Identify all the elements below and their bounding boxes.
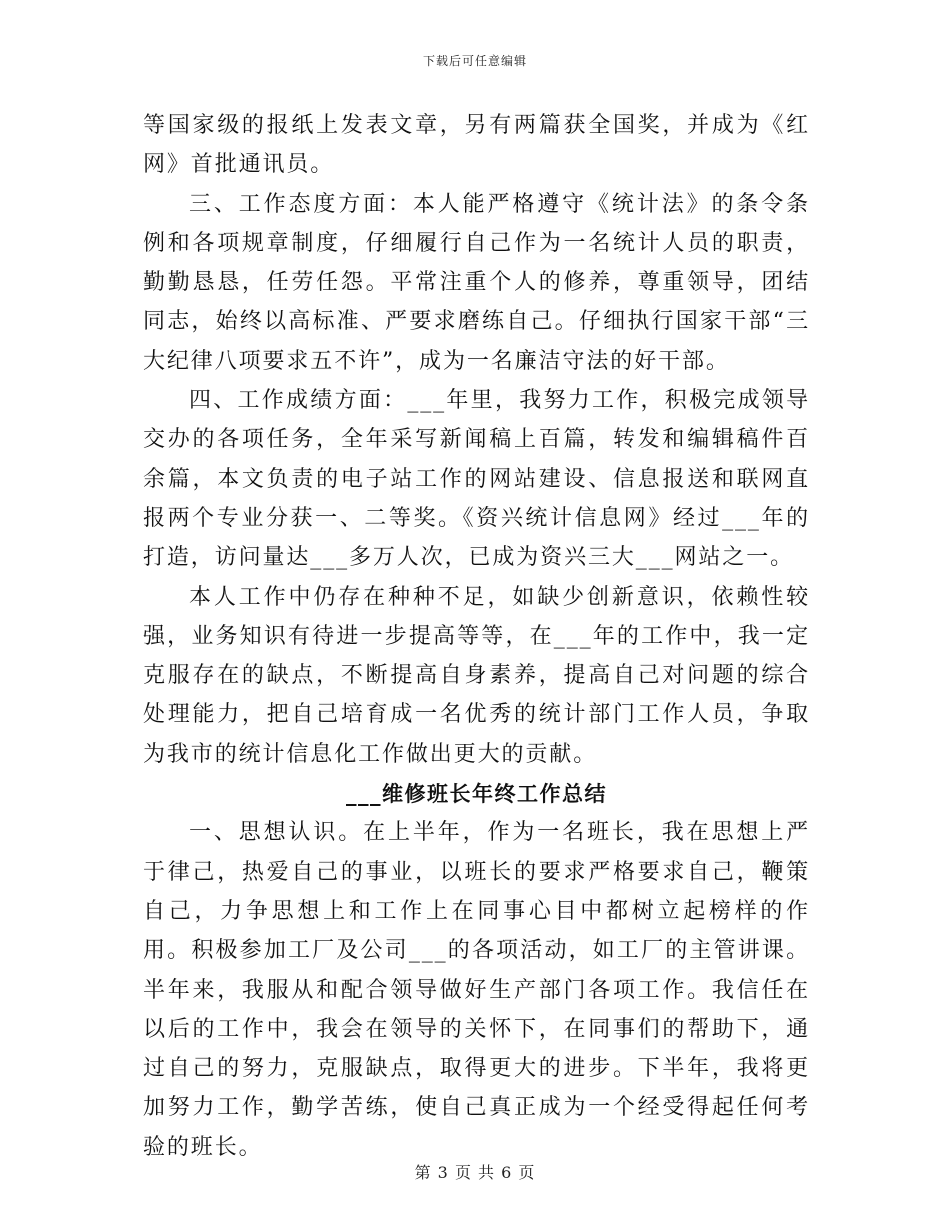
- document-body: [143, 106, 810, 1167]
- paragraph-work-achievements: 四、工作成绩方面：___年里，我努力工作，积极完成领导交办的各项任务，全年采写新闻稿上百篇，转发和编辑稿件百余篇，本文负责的电子站工作的网站建设、信息报送和联网直报两个专业分获一、二等奖。《资兴统计信息网》经过___年的打造，访问量达___多万人次，已成为资兴三大___网站之一。: [143, 388, 810, 571]
- page-header: 下载后可任意编辑: [422, 54, 527, 68]
- paragraph-shortcomings: 本人工作中仍存在种种不足，如缺少创新意识，依赖性较强，业务知识有待进一步提高等等，在___年的工作中，我一定克服存在的缺点，不断提高自身素养，提高自己对问题的综合处理能力，把自己培育成一名优秀的统计部门工作人员，争取为我市的统计信息化工作做出更大的贡献。: [143, 584, 810, 767]
- paragraph-work-attitude: 三、工作态度方面：本人能严格遵守《统计法》的条令条例和各项规章制度，仔细履行自己作为一名统计人员的职责，勤勤恳恳，任劳任怨。平常注重个人的修养，尊重领导，团结同志，始终以高标准、严要求磨练自己。仔细执行国家干部“三大纪律八项要求五不许”，成为一名廉洁守法的好干部。: [143, 191, 810, 374]
- paragraph-ideology: 一、思想认识。在上半年，作为一名班长，我在思想上严于律己，热爱自己的事业，以班长的要求严格要求自己，鞭策自己，力争思想上和工作上在同事心目中都树立起榜样的作用。积极参加工厂及公司___的各项活动，如工厂的主管讲课。半年来，我服从和配合领导做好生产部门各项工作。我信任在以后的工作中，我会在领导的关怀下，在同事们的帮助下，通过自己的努力，克服缺点，取得更大的进步。下半年，我将更加努力工作，勤学苦练，使自己真正成为一个经受得起任何考验的班长。: [143, 820, 810, 1160]
- page-number: 第 3 页 共 6 页: [414, 1163, 536, 1182]
- paragraph-continuation: 等国家级的报纸上发表文章，另有两篇获全国奖，并成为《红网》首批通讯员。: [143, 113, 810, 178]
- section-title: ___维修班长年终工作总结: [346, 781, 607, 807]
